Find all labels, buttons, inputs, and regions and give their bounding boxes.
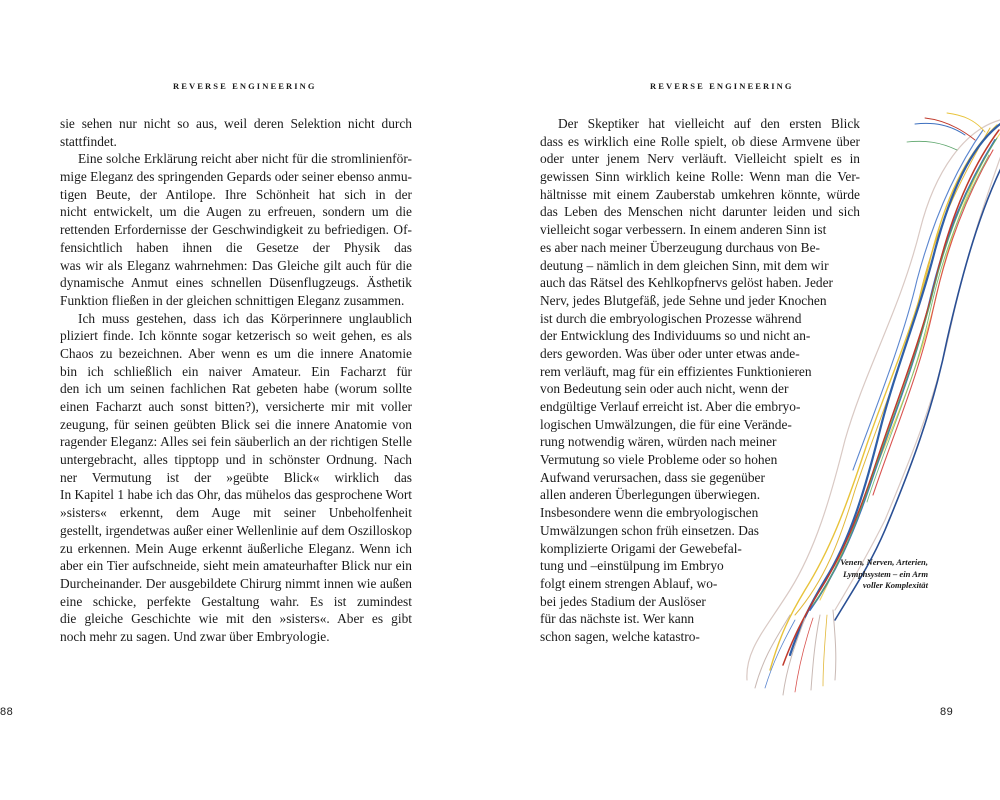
text-line: dass es wirklich eine Rolle spielt, ob diese Armvene über [540,133,860,149]
text-line: die gleiche Geschichte wie mit den »sisters«. Aber es gibt [60,611,412,627]
text-line: der Entwicklung des Individuums so und nicht an- [540,328,811,344]
text-line: In Kapitel 1 habe ich das Ohr, das mühelos das gesprochene Wort [60,487,412,503]
text-line: ragender Eleganz: Alles sei fein säuberlich an der richtigen Stelle [60,434,412,450]
text-line: aber ein Tier aufschneide, sieht mein amateurhafter Blick nur ein [60,558,412,574]
text-line: rung notwendig wären, würden nach meiner [540,434,777,450]
text-line: allen anderen Überlegungen überwiegen. [540,487,761,503]
text-line: logischen Umwälzungen, die für eine Verände- [540,416,792,432]
text-line: zeugung, für seinen geübten Blick sei die innere Anatomie von [60,416,412,432]
text-line: ders geworden. Was über oder unter etwas ande- [540,345,800,361]
text-line: einen Facharzt auch sonst bitten?), versicherte mir mit voller [60,399,412,414]
text-line: Ich muss gestehen, dass ich das Körperinnere unglaublich [78,310,412,326]
text-line: untergebracht, alles tipptopp und in schönster Ordnung. Nach [60,452,412,468]
text-line: für das nächste ist. Wer kann [540,611,695,627]
text-line: endgültige Verlauf erreicht ist. Aber die embryo- [540,399,801,414]
text-line: bei jedes Stadium der Auslöser [540,593,706,609]
text-line: Nerv, jedes Blutgefäß, jede Sehne und jeder Knochen [540,292,827,308]
right-page [500,0,1000,800]
text-line: oder unter jenem Nerv verläuft. Vielleicht spielt es in [540,151,860,167]
body-text [60,115,412,646]
text-line: komplizierte Origami der Gewebefal- [540,540,742,556]
text-line: ist durch die embryologischen Prozesse während [540,310,802,326]
text-line: vielleicht sogar verbessern. In einem anderen Sinn ist [540,222,827,238]
text-line: Chaos zu bezeichnen. Aber wenn es um die innere Anatomie [60,345,412,361]
text-line: Durcheinander. Der ausgebildete Chirurg nimmt innen wie außen [60,575,412,591]
text-line: Funktion fließen in der gleichen schnittigen Eleganz zusammen. [60,292,405,308]
text-line: den ich um seinen fachlichen Rat gebeten habe (worum sollte [60,381,412,397]
text-line: »sisters« erkennt, dem Auge mit seiner Unbeholfenheit [60,505,412,521]
text-line: tung und –einstülpung im Embryo [540,558,724,574]
text-line: folgt einem strengen Ablauf, wo- [540,575,718,591]
text-line: rettenden Erfordernisse der Geschwindigkeit zu befriedigen. Of- [60,222,412,238]
page-number: 89 [940,706,954,718]
text-line: fensichtlich haben ihnen die Gesetze der Physik das [60,239,412,255]
text-line: Vermutung so viele Probleme oder so hohen [540,452,778,468]
page-number: 88 [0,706,14,718]
text-line: von Bedeutung sein oder auch nicht, wenn der [540,381,789,397]
text-line: noch mehr zu sagen. Und zwar über Embryologie. [60,628,330,644]
text-line: mige Eleganz des springenden Gepards oder seiner ebenso anmu- [60,169,412,185]
text-line: sie sehen nur nicht so aus, weil deren Selektion nicht durch [60,116,412,131]
text-line: Insbesondere wenn die embryologischen [540,505,759,521]
text-line: was wir als Eleganz wahrnehmen: Das Gleiche gilt auch für die [60,257,412,273]
text-line: schon sagen, welche katastro- [540,628,700,644]
running-head: REVERSE ENGINEERING [650,81,794,91]
text-line: gewissen Sinn wirklich keine Rolle: Wenn man die Ver- [540,169,860,185]
text-line: stattfindet. [60,133,117,149]
text-line: es aber nach meiner Überzeugung durchaus von Be- [540,239,820,255]
text-line: pliziert finde. Ich könnte sogar ketzerisch so weit gehen, es als [60,328,412,344]
text-line: bin ich schließlich ein naiver Amateur. Ein Facharzt für [60,363,412,379]
text-line: dynamische Anmut eines schnellen Düsenflugzeugs. Ästhetik [60,275,412,291]
text-line: ner Vermutung ist der »geübte Blick« wirklich das [60,469,412,485]
text-line: Eine solche Erklärung reicht aber nicht für die stromlinienför- [78,151,412,167]
figure-caption: Venen, Nerven, Arterien, Lymphsystem – ein Arm voller Komplexität [840,557,928,590]
text-line: deutung – nämlich in dem gleichen Sinn, mit dem wir [540,257,829,273]
text-line: gestellt, irgendetwas außer einer Wellenlinie auf dem Oszilloskop [60,522,412,538]
body-text [540,115,860,646]
text-line: Der Skeptiker hat vielleicht auf den ersten Blick [558,116,860,131]
text-line: auch das Rätsel des Kehlkopfnervs gelöst haben. Jeder [540,275,834,291]
text-line: tigen Beute, der Antilope. Ihre Schönheit hat sich in der [60,186,412,202]
text-line: hältnisse mit einem Zauberstab umkehren könnte, würde [540,186,860,202]
text-line: Aufwand verursachen, dass sie gegenüber [540,469,765,485]
text-line: nicht entwickelt, um die Augen zu erfreuen, sondern um die [60,204,412,220]
running-head: REVERSE ENGINEERING [173,81,317,91]
text-line: eine schicke, perfekte Gestaltung wahr. Es ist zumindest [60,593,412,609]
text-line: zu erkennen. Mein Auge erkennt äußerliche Eleganz. Wenn ich [60,540,412,556]
text-line: das Leben des Menschen nicht darunter leiden und sich [540,204,860,220]
text-line: Umwälzungen schon früh einsetzen. Das [540,522,760,538]
text-line: rem verläuft, mag für ein effizientes Funktionieren [540,363,812,379]
